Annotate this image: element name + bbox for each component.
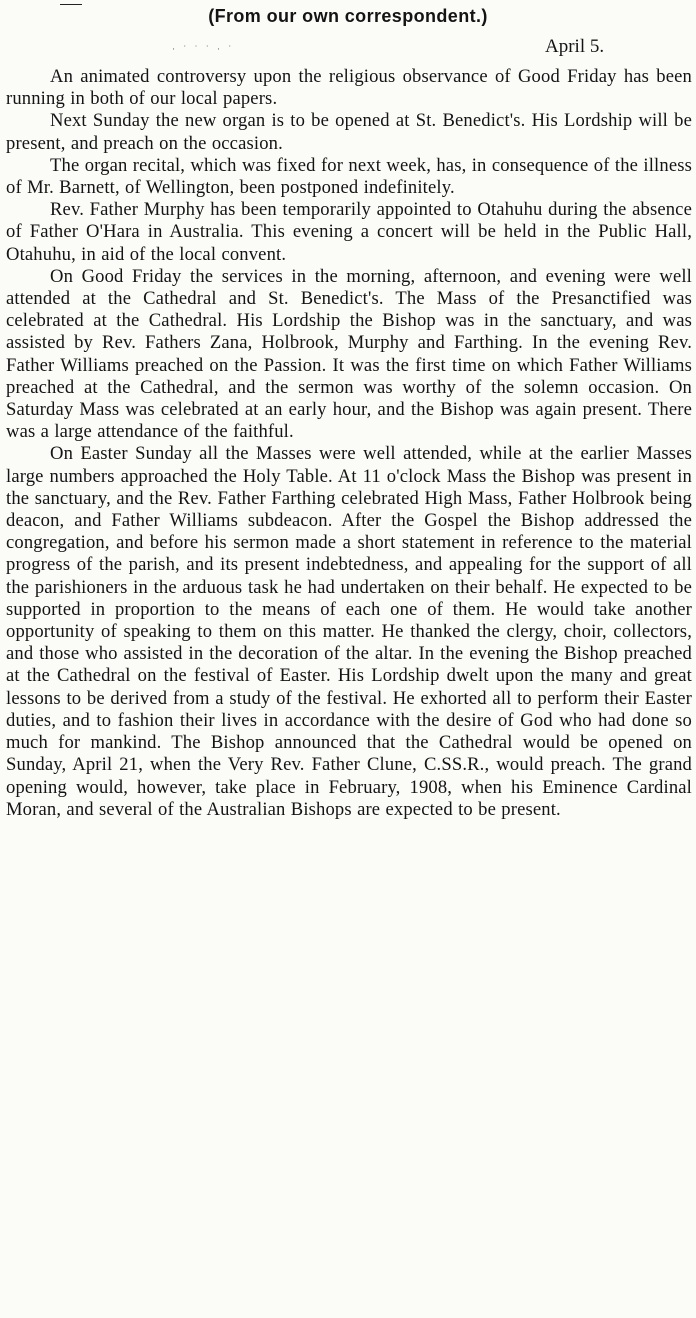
paragraph-new-organ: Next Sunday the new organ is to be opened at St. Benedict's. His Lordship will be present, and preach on the occasion. (6, 110, 692, 154)
paragraph-father-murphy: Rev. Father Murphy has been temporarily appointed to Otahuhu during the absence of Father O'Hara in Australia. This evening a concert will be held in the Public Hall, Otahuhu, in aid of the local convent. (6, 199, 692, 265)
print-specks: · ˙ ˙ ˙ · ˙ (172, 44, 235, 54)
paragraph-good-friday: On Good Friday the services in the morning, afternoon, and evening were well attended at the Cathedral and St. Benedict's. The Mass of the Presanctified was celebrated at the Cathedral. His Lordship the Bishop was in the sanctuary, and was assisted by Rev. Fathers Zana, Holbrook, Murphy and Farthing. In the evening Rev. Father Williams preached on the Passion. It was the first time on which Father Williams preached at the Cathedral, and the sermon was worthy of the solemn occasion. On Saturday Mass was celebrated at an early hour, and the Bishop was again present. There was a large attendance of the faithful. (6, 265, 692, 443)
article-date: April 5. (545, 36, 605, 57)
paragraph-easter-sunday: On Easter Sunday all the Masses were well attended, while at the earlier Masses large numbers approached the Holy Table. At 11 o'clock Mass the Bishop was present in the sanctuary, and the Rev. Father Farthing celebrated High Mass, Father Holbrook being deacon, and Father Williams subdeacon. After the Gospel the Bishop addressed the congregation, and before his sermon made a short statement in reference to the material progress of the parish, and its present indebtedness, and appealing for the support of all the parishioners in the arduous task he had undertaken on their behalf. He expected to be supported in proportion to the means of each one of them. He would take another opportunity of speaking to them on this matter. He thanked the clergy, choir, collectors, and those who assisted in the decoration of the altar. In the evening the Bishop preached at the Cathedral on the festival of Easter. His Lordship dwelt upon the many and great lessons to be derived from a study of the festival. He exhorted all to perform their Easter duties, and to fashion their lives in accordance with the desire of God who had done so much for mankind. The Bishop announced that the Cathedral would be opened on Sunday, April 21, when the Very Rev. Father Clune, C.SS.R., would preach. The grand opening would, however, take place in February, 1908, when his Eminence Cardinal Moran, and several of the Australian Bishops are expected to be present. (6, 443, 692, 820)
paragraph-organ-recital: The organ recital, which was fixed for next week, has, in consequence of the illness of Mr. Barnett, of Wellington, been postponed indefinitely. (6, 154, 692, 199)
article-body (6, 66, 692, 821)
article-byline: (From our own correspondent.) (208, 6, 488, 26)
paragraph-controversy: An animated controversy upon the religious observance of Good Friday has been running in both of our local papers. (6, 66, 692, 110)
